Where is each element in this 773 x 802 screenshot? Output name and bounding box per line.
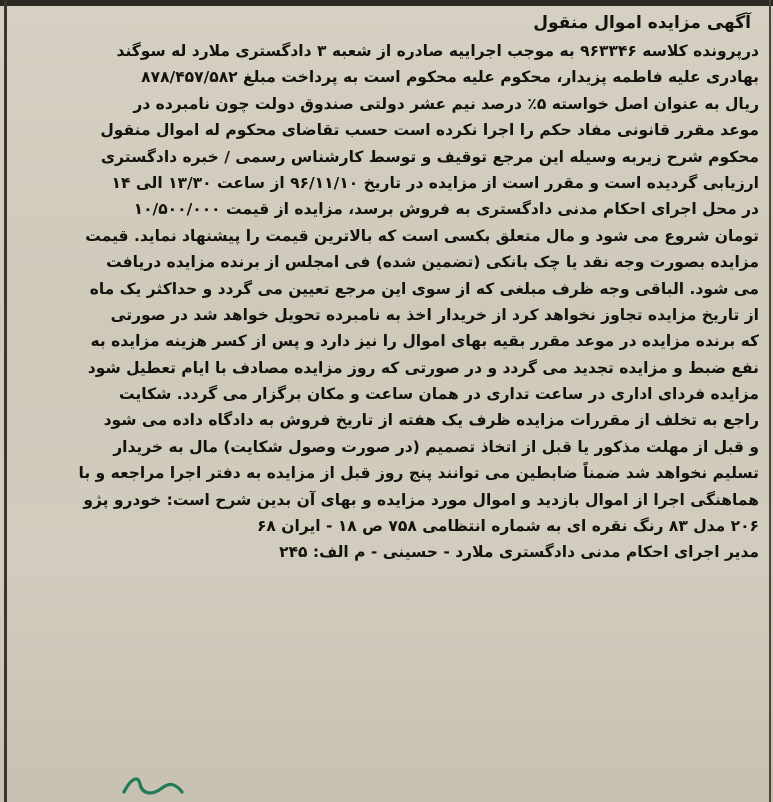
notice-line: هماهنگی اجرا از اموال بازدید و اموال مورد مزایده و بهای آن بدین شرح است: خودرو پژو	[83, 490, 759, 509]
notice-line: مزایده بصورت وجه نقد یا چک بانکی (تضمین شده) فی امجلس از برنده مزایده دریافت	[106, 253, 759, 272]
notice-line: نفع ضبط و مزایده تجدید می گردد و در صورتی که روز مزایده مصادف با ایام تعطیل شود	[87, 358, 759, 377]
notice-line: موعد مقرر قانونی مفاد حکم را اجرا نکرده است حسب تقاضای محکوم له اموال منقول	[100, 121, 759, 140]
notice-line: محکوم شرح زیربه وسیله این مرجع توقیف و توسط کارشناس رسمی / خبره دادگستری	[100, 147, 759, 166]
notice-line: تومان شروع می شود و مال متعلق بکسی است که بالاترین قیمت را پیشنهاد نماید. قیمت	[85, 226, 759, 245]
notice-line: می شود. الباقی وجه ظرف مبلغی که از سوی این مرجع تعیین می گردد و حداکثر یک ماه	[89, 279, 759, 298]
notice-line: ۲۰۶ مدل ۸۳ رنگ نقره ای به شماره انتظامی ۷۵۸ ص ۱۸ - ایران ۶۸	[256, 517, 759, 536]
auction-notice	[22, 8, 759, 566]
right-rule	[769, 0, 771, 802]
notice-line: درپرونده کلاسه ۹۶۳۳۴۶ به موجب اجراییه صادره از شعبه ۳ دادگستری ملارد له سوگند	[116, 42, 759, 60]
notice-line: راجع به تخلف از مقررات مزایده ظرف یک هفته از تاریخ فروش به دادگاه داده می شود	[103, 411, 759, 430]
notice-line: بهادری علیه فاطمه پزیدار، محکوم علیه محکوم است به پرداخت مبلغ ۸۷۸/۴۵۷/۵۸۲	[141, 68, 759, 87]
handwritten-mark	[118, 762, 188, 802]
left-rule	[4, 0, 7, 802]
notice-line: و قبل از مهلت مذکور یا قبل از اتخاذ تصمیم (در صورت وصول شکایت) مال به خریدار	[113, 437, 759, 456]
notice-line: مزایده فردای اداری در ساعت تداری در همان ساعت و مکان برگزار می گردد. شکایت	[119, 385, 759, 404]
notice-line: در محل اجرای احکام مدنی دادگستری به فروش برسد، مزایده از قیمت ۱۰/۵۰۰/۰۰۰	[133, 200, 759, 219]
notice-line: تسلیم نخواهد شد ضمناً ضابطین می توانند پنج روز قبل از مزایده به دفتر اجرا مراجعه و با	[78, 464, 759, 483]
notice-signature-line: مدیر اجرای احکام مدنی دادگستری ملارد - حسینی - م الف: ۲۴۵	[279, 543, 759, 562]
notice-line: که برنده مزایده در موعد مقرر بقیه بهای اموال را نیز دارد و پس از کسر هزینه مزایده به	[90, 332, 759, 351]
notice-line: ریال به عنوان اصل خواسته ۵٪ درصد نیم عشر دولتی صندوق دولت چون نامبرده در	[133, 94, 759, 113]
notice-line: از تاریخ مزایده تجاوز نخواهد کرد از خریدار اخذ به نامبرده تحویل خواهد شد در صورتی	[110, 305, 759, 324]
top-rule	[0, 0, 773, 6]
notice-title: آگهی مزایده اموال منقول	[533, 13, 751, 33]
notice-line: ارزیابی گردیده است و مقرر است از مزایده در تاریخ ۹۶/۱۱/۱۰ از ساعت ۱۳/۳۰ الی ۱۴	[111, 173, 759, 192]
